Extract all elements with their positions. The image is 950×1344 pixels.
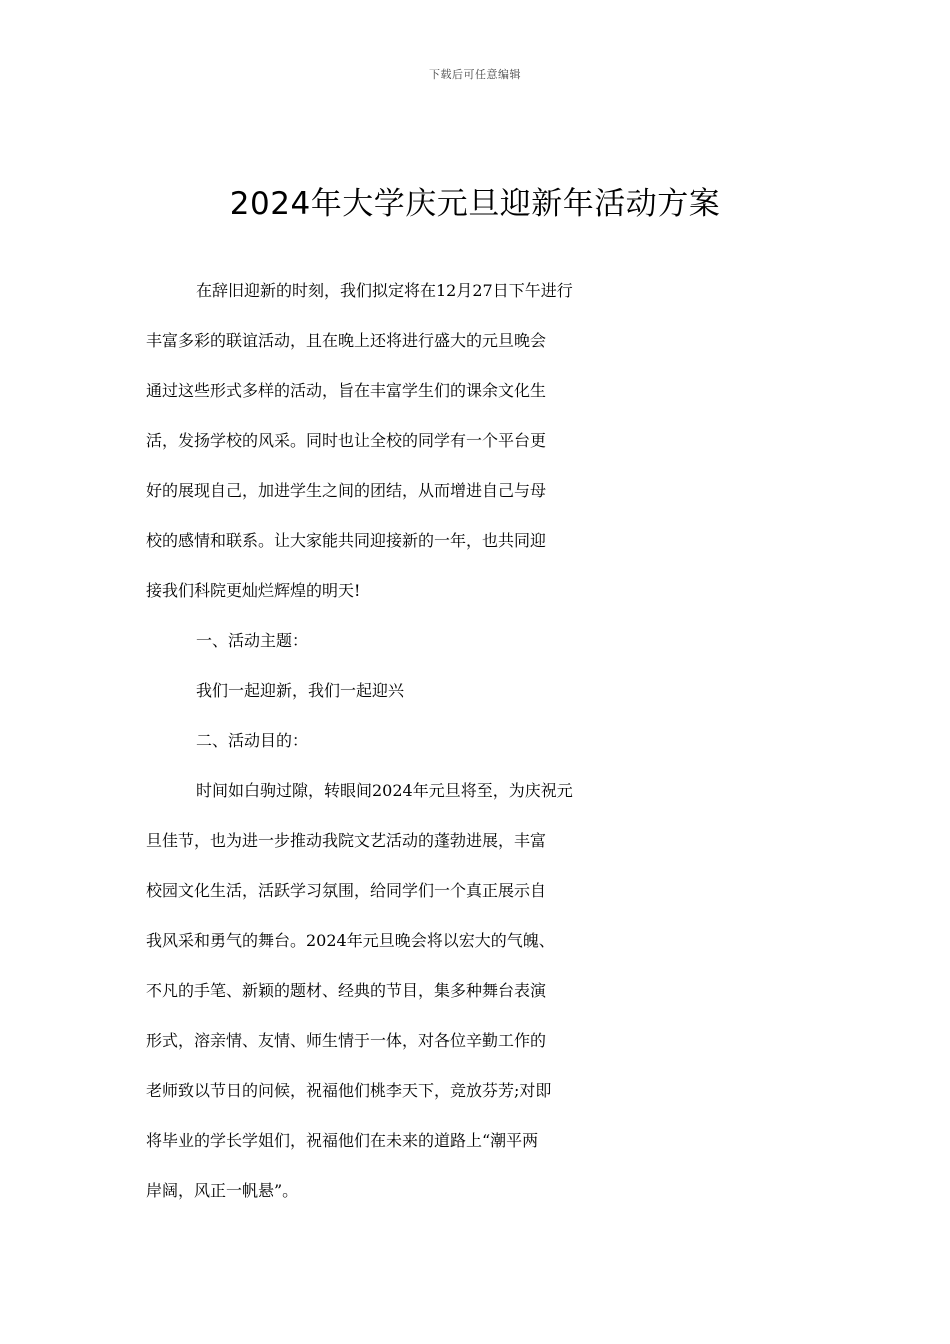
text-line: 不凡的手笔、新颖的题材、经典的节目，集多种舞台表演	[146, 981, 547, 1000]
text-line: 形式，溶亲情、友情、师生情于一体，对各位辛勤工作的	[146, 1031, 547, 1050]
document-title: 2024年大学庆元旦迎新年活动方案	[229, 186, 721, 222]
text-line: 将毕业的学长学姐们，祝福他们在未来的道路上“潮平两	[146, 1131, 539, 1150]
text-line: 校的感情和联系。让大家能共同迎接新的一年，也共同迎	[146, 531, 547, 550]
text-line: 接我们科院更灿烂辉煌的明天!	[146, 581, 361, 600]
text-line: 岸阔，风正一帆悬”。	[146, 1181, 299, 1200]
section-heading-theme: 一、活动主题：	[196, 631, 309, 650]
intro-paragraph	[146, 278, 806, 628]
text-line: 时间如白驹过隙，转眼间2024年元旦将至，为庆祝元	[196, 781, 573, 800]
text-line: 我风采和勇气的舞台。2024年元旦晚会将以宏大的气魄、	[146, 931, 555, 950]
text-line: 校园文化生活，活跃学习氛围，给同学们一个真正展示自	[146, 881, 547, 900]
text-line: 老师致以节日的问候，祝福他们桃李天下，竞放芬芳;对即	[146, 1081, 552, 1100]
text-line: 通过这些形式多样的活动，旨在丰富学生们的课余文化生	[146, 381, 547, 400]
text-line: 在辞旧迎新的时刻，我们拟定将在12月27日下午进行	[196, 281, 573, 300]
theme-text: 我们一起迎新，我们一起迎兴	[196, 681, 405, 700]
text-line: 好的展现自己，加进学生之间的团结，从而增进自己与母	[146, 481, 547, 500]
text-line: 丰富多彩的联谊活动，且在晚上还将进行盛大的元旦晚会	[146, 331, 547, 350]
document-body	[146, 278, 806, 1228]
header-note: 下载后可任意编辑	[429, 68, 521, 81]
section-heading-purpose: 二、活动目的：	[196, 731, 309, 750]
purpose-paragraph	[146, 778, 806, 1228]
text-line: 旦佳节，也为进一步推动我院文艺活动的蓬勃进展，丰富	[146, 831, 547, 850]
text-line: 活，发扬学校的风采。同时也让全校的同学有一个平台更	[146, 431, 547, 450]
